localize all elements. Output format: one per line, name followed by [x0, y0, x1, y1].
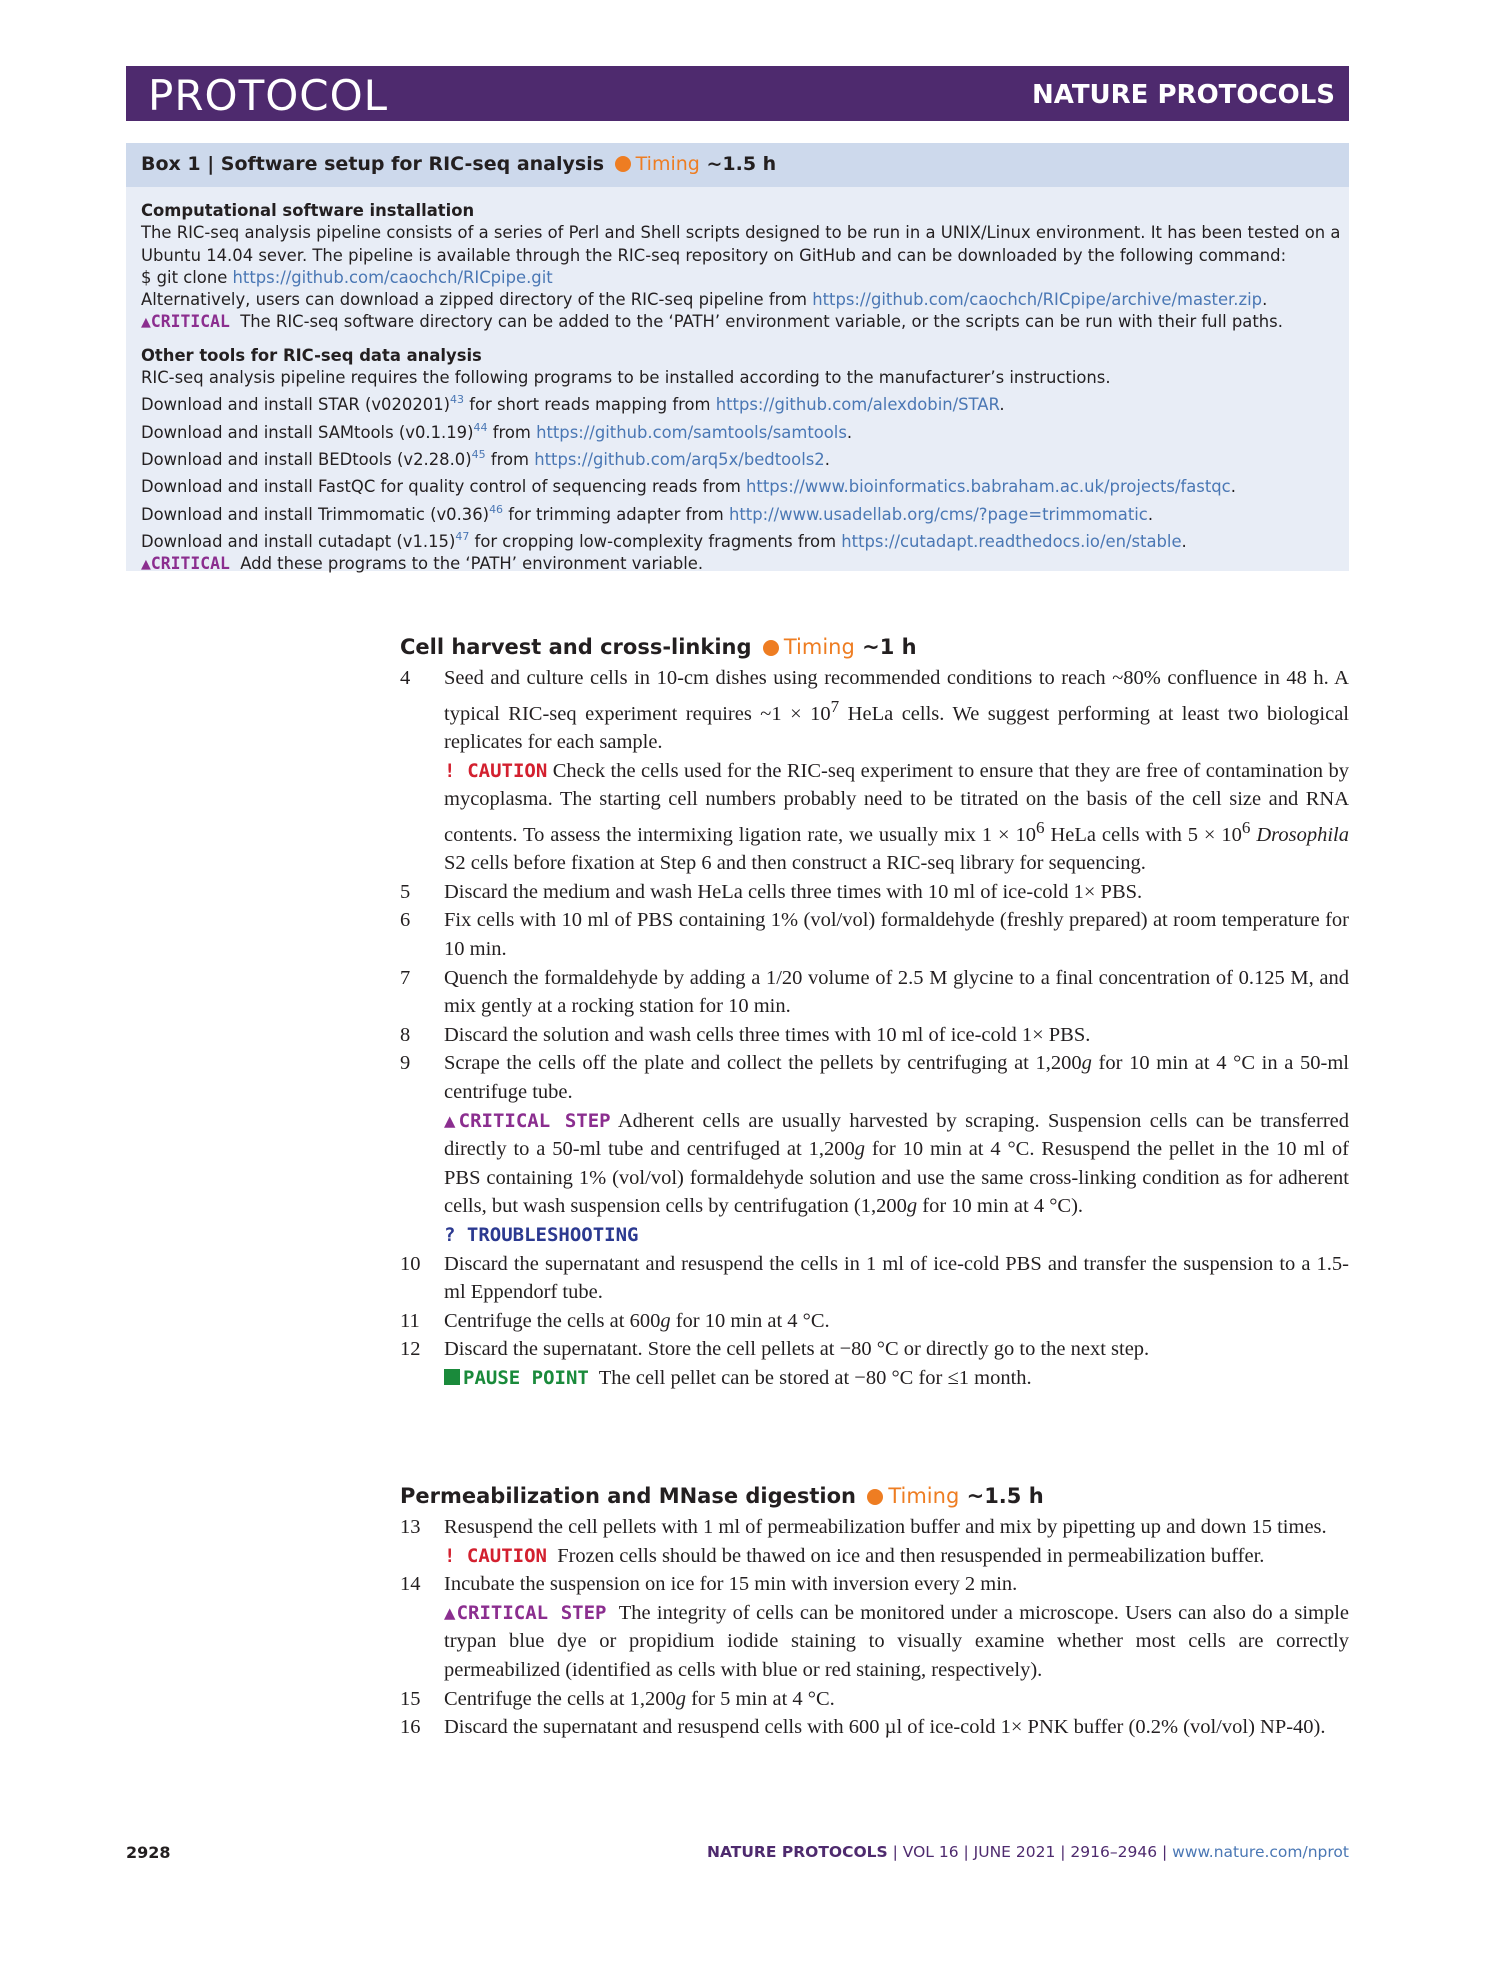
tool-link[interactable]: https://github.com/samtools/samtools	[536, 422, 847, 442]
caution-note: ! CAUTION Frozen cells should be thawed on ice and then resuspended in permeabilization buffer.	[444, 1544, 1265, 1567]
section-heading-permeabilization: Permeabilization and MNase digestion Timing ~1.5 h	[400, 1484, 1044, 1508]
step-8: 8 Discard the solution and wash cells three times with 10 ml of ice-cold 1× PBS.	[400, 1023, 1091, 1046]
timing-value: ~1.5 h	[706, 153, 777, 175]
tool-link[interactable]: https://www.bioinformatics.babraham.ac.uk/projects/fastqc	[746, 477, 1231, 497]
critical-note-2: ▲CRITICAL Add these programs to the ‘PATH’ environment variable.	[141, 554, 704, 574]
steps-permeabilization	[400, 1513, 1349, 1742]
tool-link[interactable]: https://cutadapt.readthedocs.io/en/stable	[841, 531, 1182, 551]
journal-url-link[interactable]: www.nature.com/nprot	[1172, 1843, 1349, 1861]
footer-citation: NATURE PROTOCOLS | VOL 16 | JUNE 2021 | 2916–2946 | www.nature.com/nprot	[707, 1843, 1349, 1861]
box-title-band	[126, 143, 1349, 187]
step-7: 7 Quench the formaldehyde by adding a 1/20 volume of 2.5 M glycine to a final concentration of 0.125 M, and mix gently at a rocking station for 10 min.	[400, 966, 1349, 1018]
other-tools-intro: RIC-seq analysis pipeline requires the following programs to be installed according to the manufacturer’s instructions.	[141, 368, 1111, 388]
tool-item: Download and install BEDtools $(v2.28.0)^{45}$ from https://github.com/arq5x/bedtools2.	[141, 447, 830, 469]
zip-url-link[interactable]: https://github.com/caochch/RICpipe/archive/master.zip	[812, 290, 1263, 310]
git-url-link[interactable]: https://github.com/caochch/RICpipe.git	[232, 267, 553, 287]
timing-label: Timing	[635, 153, 700, 175]
step-13: 13 Resuspend the cell pellets with 1 ml of permeabilization buffer and mix by pipetting up and down 15 times.	[400, 1516, 1327, 1538]
step-4: 4 Seed and culture cells in 10-cm dishes using recommended conditions to reach ~80% confluence in 48 h. A typical RIC-seq experiment requires ~1 × $10^7$ HeLa cells. We suggest performing at least two biological replicates for each sample.	[400, 667, 1350, 754]
tool-item: Download and install SAMtools $(v0.1.19)^{44}$ from https://github.com/samtools/samtools.	[141, 420, 853, 442]
critical-step-note: ▲CRITICAL STEP Adherent cells are usually harvested by scraping. Suspension cells can be transferred directly to a 50-ml tube and centrifuged at 1,200g for 10 min at 4 °C. Resuspend the pellet in the 10 ml of PBS containing 1% (vol/vol) formaldehyde solution and use the same cross-linking condition as for adherent cells, but wash suspension cells by centrifugation (1,200g for 10 min at 4 °C).	[444, 1109, 1350, 1218]
step-6: 6 Fix cells with 10 ml of PBS containing 1% (vol/vol) formaldehyde (freshly prepared) at room temperature for 10 min.	[400, 909, 1349, 960]
timing-dot-icon	[867, 1489, 883, 1505]
timing-dot-icon	[763, 640, 779, 656]
step-9: 9 Scrape the cells off the plate and collect the pellets by centrifuging at 1,200g for 10 min at 4 °C in a 50-ml centrifuge tube.	[400, 1052, 1349, 1103]
header-bar	[126, 66, 1349, 121]
page-number: 2928	[126, 1843, 171, 1862]
steps-cell-harvest	[400, 664, 1349, 1393]
tool-item: Download and install Trimmomatic $(v0.36)^{46}$ for trimming adapter from http://www.usadellab.org/cms/?page=trimmomatic.	[141, 502, 1154, 524]
step-16: 16 Discard the supernatant and resuspend cells with 600 µl of ice-cold 1× PNK buffer (0.2% (vol/vol) NP-40).	[400, 1716, 1326, 1739]
step-10: 10 Discard the supernatant and resuspend the cells in 1 ml of ice-cold PBS and transfer the suspension to a 1.5-ml Eppendorf tube.	[400, 1252, 1349, 1304]
software-setup-box	[126, 143, 1349, 574]
step-14: 14 Incubate the suspension on ice for 15 min with inversion every 2 min.	[400, 1573, 1018, 1596]
step-12: 12 Discard the supernatant. Store the cell pellets at −80 °C or directly go to the next step.	[400, 1338, 1150, 1361]
tool-link[interactable]: https://github.com/alexdobin/STAR	[715, 395, 1000, 415]
timing-dot-icon	[615, 156, 631, 172]
critical-step-note: ▲CRITICAL STEP The integrity of cells can be monitored under a microscope. Users can also do a simple trypan blue dye or propidium iodide staining to visually examine whether most cells are correctly permeabilized (identified as cells with blue or red staining, respectively).	[444, 1601, 1350, 1681]
install-text-2: Ubuntu 14.04 sever. The pipeline is available through the RIC-seq repository on GitHub and can be downloaded by the following command:	[141, 245, 1287, 265]
tool-item: Download and install cutadapt $(v1.15)^{47}$ for cropping low-complexity fragments from https://cutadapt.readthedocs.io/en/stable.	[141, 529, 1187, 551]
critical-label: ▲CRITICAL	[141, 554, 230, 574]
pause-square-icon	[444, 1369, 460, 1385]
other-tools-heading: Other tools for RIC-seq data analysis	[141, 345, 482, 365]
step-5: 5 Discard the medium and wash HeLa cells three times with 10 ml of ice-cold 1× PBS.	[400, 880, 1143, 903]
journal-label: NATURE PROTOCOLS	[1031, 80, 1335, 110]
tool-link[interactable]: https://github.com/arq5x/bedtools2	[534, 449, 825, 469]
caution-note: ! CAUTION Check the cells used for the RIC-seq experiment to ensure that they are free of contamination by mycoplasma. The starting cell numbers probably need to be titrated on the basis of the cell size and RNA contents. To assess the intermixing ligation rate, we usually mix $1 \times 10^6$ HeLa cells with $5 \times 10^6$ Drosophila S2 cells before fixation at Step 6 and then construct a RIC-seq library for sequencing.	[444, 759, 1349, 875]
alt-download: Alternatively, users can download a zipped directory of the RIC-seq pipeline from https://github.com/caochch/RICpipe/archive/master.zip.	[141, 290, 1268, 310]
troubleshooting-link[interactable]: ? TROUBLESHOOTING	[444, 1223, 639, 1246]
tool-item: Download and install STAR $(v020201)^{43}$ for short reads mapping from https://github.com/alexdobin/STAR.	[141, 393, 1005, 415]
step-15: 15 Centrifuge the cells at 1,200g for 5 min at 4 °C.	[400, 1687, 835, 1710]
critical-label: ▲CRITICAL	[141, 312, 230, 332]
step-11: 11 Centrifuge the cells at 600g for 10 min at 4 °C.	[400, 1309, 830, 1332]
tool-item: Download and install FastQC for quality control of sequencing reads from https://www.bioinformatics.babraham.ac.uk/projects/fastqc.	[141, 477, 1236, 497]
tool-link[interactable]: http://www.usadellab.org/cms/?page=trimmomatic	[728, 504, 1148, 524]
box-content	[141, 200, 1341, 575]
section-label: PROTOCOL	[148, 71, 389, 120]
section-heading-cell-harvest: Cell harvest and cross-linking Timing ~1 h	[400, 635, 917, 659]
git-command: $ git clone https://github.com/caochch/RICpipe.git	[141, 267, 553, 287]
box-title: Box 1 | Software setup for RIC-seq analysis Timing ~1.5 h	[141, 153, 777, 175]
install-heading: Computational software installation	[141, 201, 475, 220]
install-text-1: The RIC-seq analysis pipeline consists of a series of Perl and Shell scripts designed to be run in a UNIX/Linux environment. It has been tested on a	[141, 223, 1341, 243]
critical-note-1: ▲CRITICAL The RIC-seq software directory can be added to the ‘PATH’ environment variable, or the scripts can be run with their full paths.	[141, 312, 1283, 332]
pause-point-note: PAUSE POINT The cell pellet can be stored at −80 °C for ≤1 month.	[400, 1364, 1349, 1393]
